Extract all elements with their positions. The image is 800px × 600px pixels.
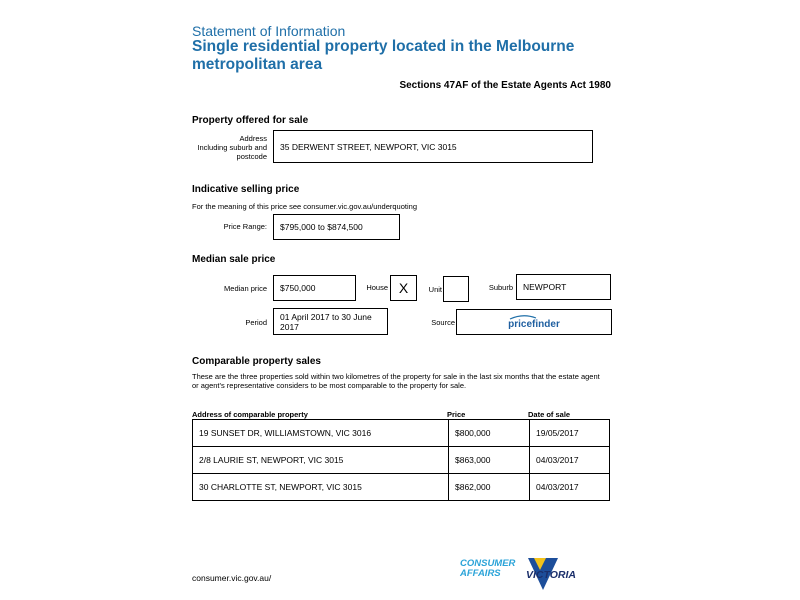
period-field: 01 April 2017 to 30 June 2017	[273, 308, 388, 335]
document-title: Single residential property located in the Melbourne metropolitan area	[192, 38, 575, 73]
section-heading-comparable: Comparable property sales	[192, 356, 321, 367]
section-heading-median: Median sale price	[192, 254, 276, 265]
suburb-field: NEWPORT	[516, 274, 611, 300]
cell-address: 30 CHARLOTTE ST, NEWPORT, VIC 3015	[193, 474, 449, 501]
cell-date: 04/03/2017	[530, 474, 610, 501]
median-price-field: $750,000	[273, 275, 356, 301]
cell-date: 04/03/2017	[530, 447, 610, 474]
cell-price: $862,000	[449, 474, 530, 501]
logo-line-consumer: CONSUMER	[460, 558, 516, 569]
logo-line-affairs: AFFAIRS	[460, 568, 501, 579]
unit-checkbox	[443, 276, 469, 302]
act-reference: Sections 47AF of the Estate Agents Act 1980	[399, 80, 611, 91]
pricefinder-logo: pricefinder	[508, 314, 560, 330]
unit-label: Unit	[428, 285, 442, 294]
cell-price: $800,000	[449, 420, 530, 447]
document-page	[145, 0, 655, 600]
address-label: Address Including suburb and postcode	[197, 134, 267, 161]
comparable-note: These are the three properties sold within two kilometres of the property for sale in the last six months that the estate agent or agent's representative considers to be most comparable to the property for sale.	[192, 372, 600, 390]
source-field	[456, 309, 612, 335]
column-header-price: Price	[447, 410, 466, 419]
cell-address: 19 SUNSET DR, WILLIAMSTOWN, VIC 3016	[193, 420, 449, 447]
cell-date: 19/05/2017	[530, 420, 610, 447]
footer-url: consumer.vic.gov.au/	[192, 573, 272, 583]
column-header-date: Date of sale	[528, 410, 571, 419]
cell-address: 2/8 LAURIE ST, NEWPORT, VIC 3015	[193, 447, 449, 474]
logo-word-victoria: VICTORIA	[526, 569, 576, 581]
section-heading-property: Property offered for sale	[192, 115, 309, 126]
median-price-label: Median price	[224, 284, 267, 293]
price-range-field: $795,000 to $874,500	[273, 214, 400, 240]
document-subtitle: Statement of Information	[192, 23, 346, 39]
table-row	[193, 447, 610, 474]
comparable-sales-table	[192, 419, 610, 501]
indicative-note: For the meaning of this price see consumer.vic.gov.au/underquoting	[192, 202, 417, 211]
address-field: 35 DERWENT STREET, NEWPORT, VIC 3015	[273, 130, 593, 163]
house-label: House	[366, 283, 388, 292]
cell-price: $863,000	[449, 447, 530, 474]
table-row	[193, 474, 610, 501]
section-heading-indicative: Indicative selling price	[192, 184, 300, 195]
period-label: Period	[245, 318, 267, 327]
column-header-address: Address of comparable property	[192, 410, 308, 419]
house-checkbox: X	[390, 275, 417, 301]
suburb-label: Suburb	[488, 283, 513, 292]
source-label: Source	[431, 318, 455, 327]
price-range-label: Price Range:	[223, 222, 267, 231]
consumer-affairs-victoria-logo	[460, 556, 590, 592]
table-row	[193, 420, 610, 447]
